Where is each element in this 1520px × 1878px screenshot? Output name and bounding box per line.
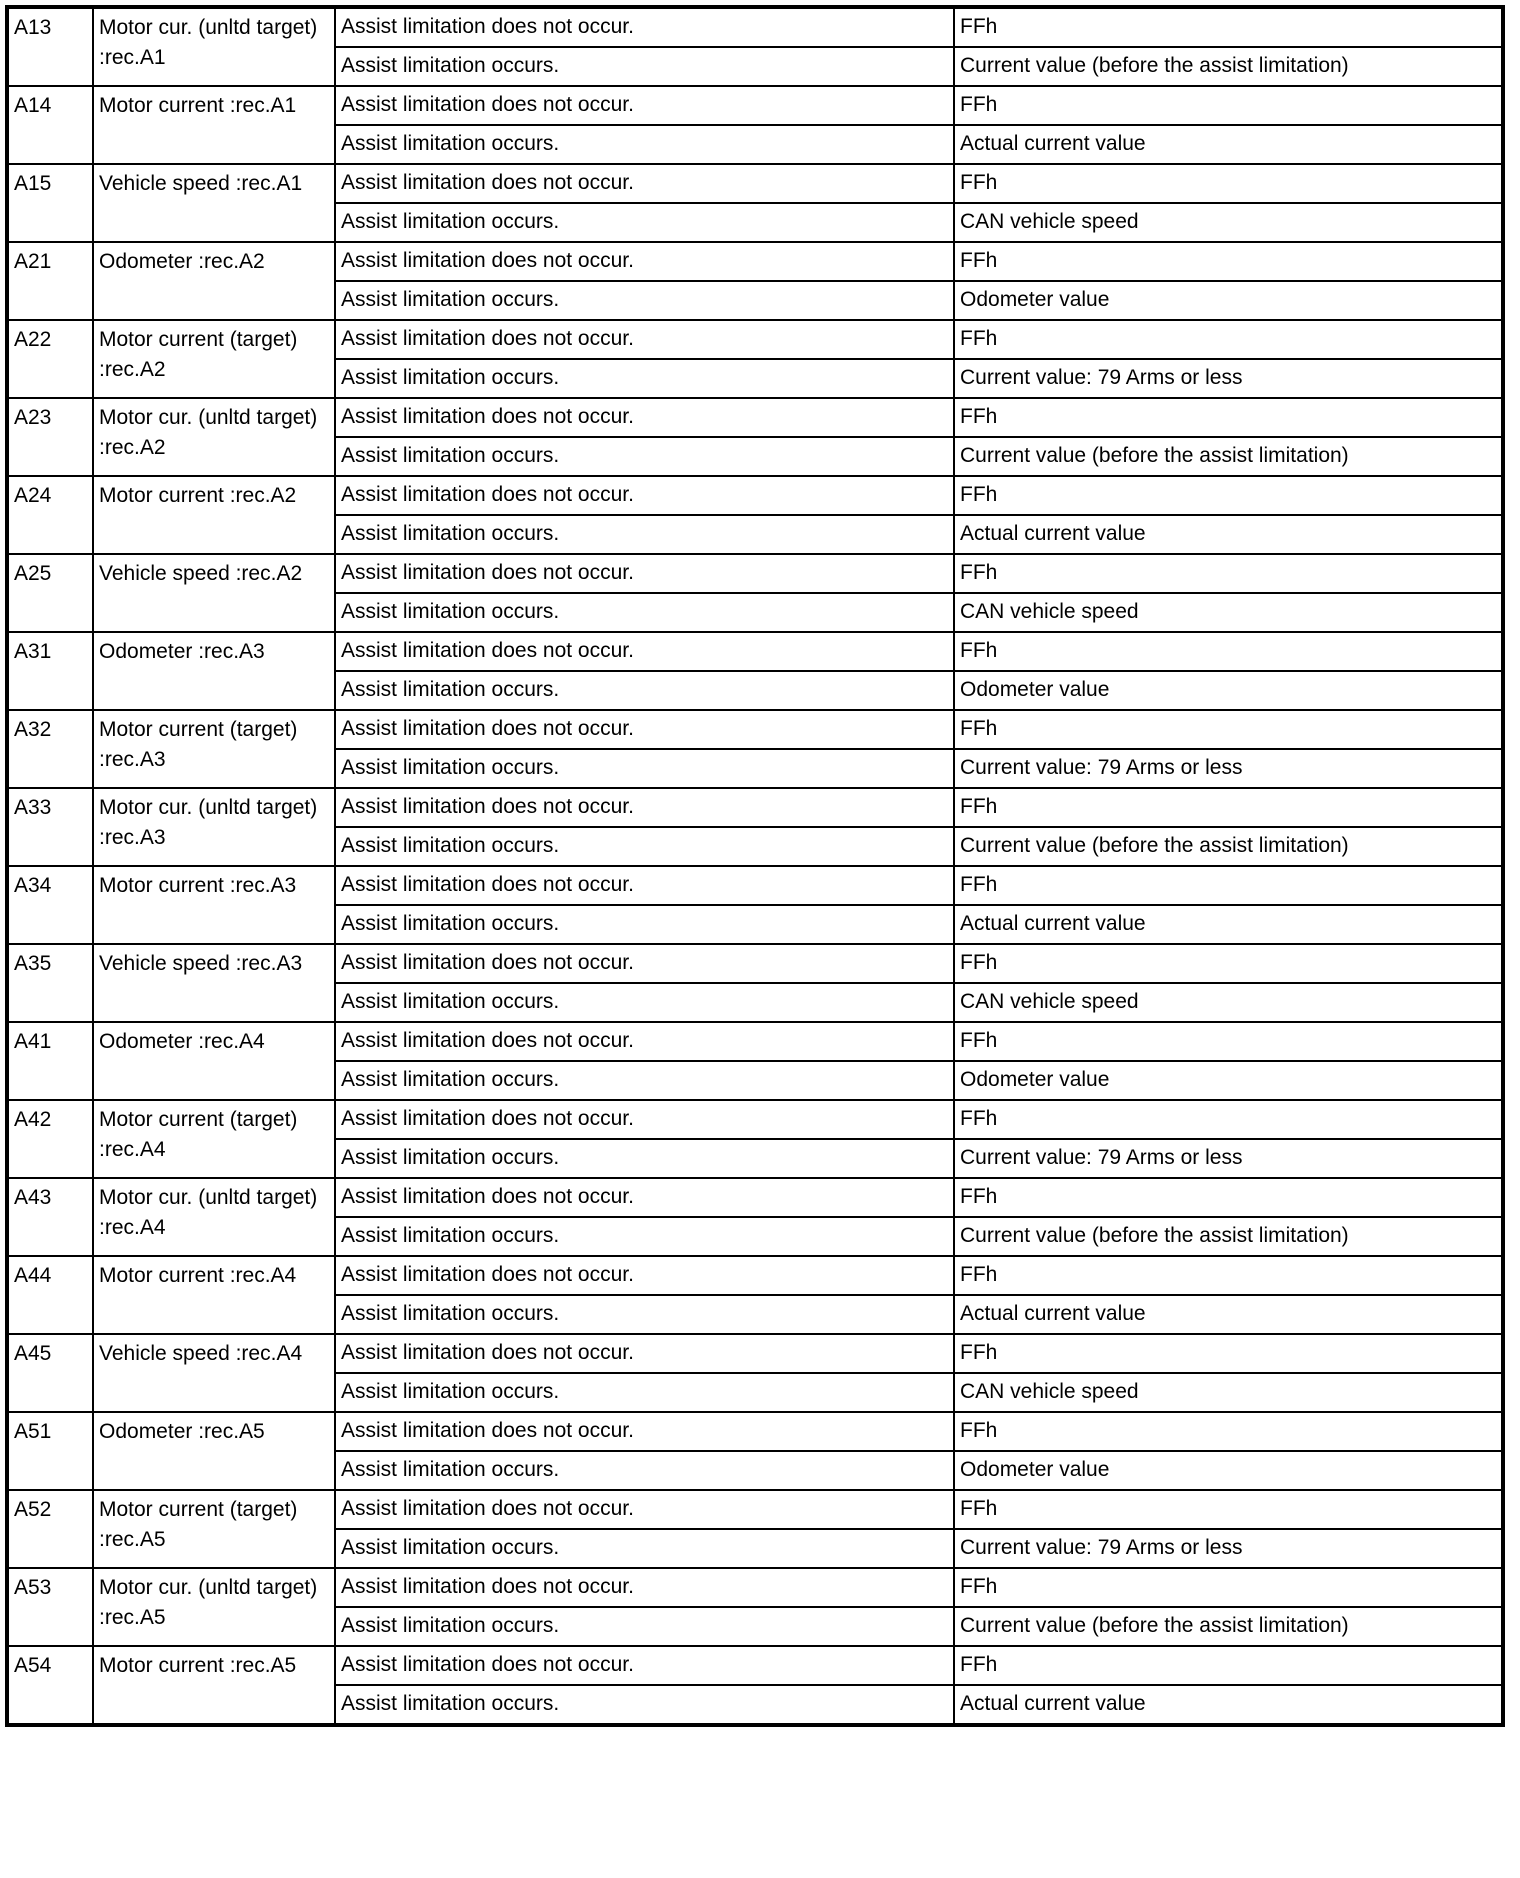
value-cell: Current value (before the assist limitation)	[954, 1217, 1503, 1256]
condition-cell: Assist limitation occurs.	[335, 515, 954, 554]
condition-cell: Assist limitation occurs.	[335, 1451, 954, 1490]
condition-cell: Assist limitation does not occur.	[335, 1646, 954, 1685]
table-row	[7, 1334, 1503, 1373]
condition-cell: Assist limitation occurs.	[335, 1529, 954, 1568]
value-cell: Actual current value	[954, 1295, 1503, 1334]
value-cell: Actual current value	[954, 905, 1503, 944]
item-code-cell: A44	[7, 1256, 93, 1334]
condition-cell: Assist limitation does not occur.	[335, 710, 954, 749]
condition-cell: Assist limitation does not occur.	[335, 7, 954, 47]
table-row	[7, 1022, 1503, 1061]
item-code-cell: A24	[7, 476, 93, 554]
condition-cell: Assist limitation does not occur.	[335, 398, 954, 437]
item-name-cell: Motor current (target) :rec.A4	[93, 1100, 335, 1178]
item-code-cell: A35	[7, 944, 93, 1022]
item-name-cell: Motor cur. (unltd target) :rec.A3	[93, 788, 335, 866]
condition-cell: Assist limitation occurs.	[335, 593, 954, 632]
item-code-cell: A33	[7, 788, 93, 866]
value-cell: Current value: 79 Arms or less	[954, 749, 1503, 788]
item-code-cell: A45	[7, 1334, 93, 1412]
condition-cell: Assist limitation does not occur.	[335, 1568, 954, 1607]
condition-cell: Assist limitation occurs.	[335, 1061, 954, 1100]
item-name-cell: Odometer :rec.A2	[93, 242, 335, 320]
condition-cell: Assist limitation does not occur.	[335, 164, 954, 203]
value-cell: Actual current value	[954, 125, 1503, 164]
item-code-cell: A22	[7, 320, 93, 398]
value-cell: CAN vehicle speed	[954, 203, 1503, 242]
value-cell: CAN vehicle speed	[954, 1373, 1503, 1412]
value-cell: FFh	[954, 1022, 1503, 1061]
item-code-cell: A32	[7, 710, 93, 788]
table-row	[7, 1100, 1503, 1139]
condition-cell: Assist limitation occurs.	[335, 827, 954, 866]
item-name-cell: Motor current (target) :rec.A3	[93, 710, 335, 788]
table-row	[7, 710, 1503, 749]
value-cell: FFh	[954, 1646, 1503, 1685]
value-cell: Current value (before the assist limitation)	[954, 1607, 1503, 1646]
item-code-cell: A34	[7, 866, 93, 944]
condition-cell: Assist limitation occurs.	[335, 671, 954, 710]
condition-cell: Assist limitation occurs.	[335, 47, 954, 86]
condition-cell: Assist limitation does not occur.	[335, 320, 954, 359]
table-row	[7, 398, 1503, 437]
item-name-cell: Motor cur. (unltd target) :rec.A1	[93, 7, 335, 86]
item-code-cell: A54	[7, 1646, 93, 1725]
value-cell: FFh	[954, 1568, 1503, 1607]
value-cell: Current value: 79 Arms or less	[954, 1139, 1503, 1178]
table-row	[7, 1412, 1503, 1451]
table-row	[7, 242, 1503, 281]
value-cell: FFh	[954, 632, 1503, 671]
table-row	[7, 1568, 1503, 1607]
item-name-cell: Motor current :rec.A3	[93, 866, 335, 944]
condition-cell: Assist limitation does not occur.	[335, 632, 954, 671]
table-row	[7, 86, 1503, 125]
condition-cell: Assist limitation occurs.	[335, 1217, 954, 1256]
item-code-cell: A15	[7, 164, 93, 242]
value-cell: CAN vehicle speed	[954, 983, 1503, 1022]
item-code-cell: A51	[7, 1412, 93, 1490]
condition-cell: Assist limitation does not occur.	[335, 944, 954, 983]
item-name-cell: Odometer :rec.A3	[93, 632, 335, 710]
condition-cell: Assist limitation occurs.	[335, 905, 954, 944]
item-name-cell: Odometer :rec.A5	[93, 1412, 335, 1490]
value-cell: FFh	[954, 1490, 1503, 1529]
value-cell: FFh	[954, 866, 1503, 905]
item-name-cell: Motor current :rec.A4	[93, 1256, 335, 1334]
value-cell: Odometer value	[954, 1061, 1503, 1100]
value-cell: Odometer value	[954, 671, 1503, 710]
item-code-cell: A52	[7, 1490, 93, 1568]
value-cell: FFh	[954, 1256, 1503, 1295]
condition-cell: Assist limitation occurs.	[335, 359, 954, 398]
item-code-cell: A42	[7, 1100, 93, 1178]
condition-cell: Assist limitation occurs.	[335, 1607, 954, 1646]
table-body	[7, 7, 1503, 1725]
condition-cell: Assist limitation does not occur.	[335, 1334, 954, 1373]
value-cell: FFh	[954, 476, 1503, 515]
table-row	[7, 944, 1503, 983]
condition-cell: Assist limitation does not occur.	[335, 1100, 954, 1139]
value-cell: FFh	[954, 242, 1503, 281]
condition-cell: Assist limitation does not occur.	[335, 1490, 954, 1529]
table-row	[7, 1178, 1503, 1217]
value-cell: FFh	[954, 398, 1503, 437]
item-code-cell: A14	[7, 86, 93, 164]
condition-cell: Assist limitation does not occur.	[335, 866, 954, 905]
data-record-table	[5, 5, 1505, 1727]
value-cell: Actual current value	[954, 515, 1503, 554]
item-code-cell: A13	[7, 7, 93, 86]
value-cell: Odometer value	[954, 1451, 1503, 1490]
table-row	[7, 632, 1503, 671]
value-cell: Actual current value	[954, 1685, 1503, 1725]
table-row	[7, 788, 1503, 827]
value-cell: FFh	[954, 1100, 1503, 1139]
condition-cell: Assist limitation does not occur.	[335, 1256, 954, 1295]
item-name-cell: Motor cur. (unltd target) :rec.A2	[93, 398, 335, 476]
value-cell: FFh	[954, 164, 1503, 203]
item-name-cell: Motor cur. (unltd target) :rec.A4	[93, 1178, 335, 1256]
condition-cell: Assist limitation does not occur.	[335, 1022, 954, 1061]
value-cell: Current value: 79 Arms or less	[954, 1529, 1503, 1568]
item-code-cell: A41	[7, 1022, 93, 1100]
value-cell: FFh	[954, 1178, 1503, 1217]
table-row	[7, 1256, 1503, 1295]
condition-cell: Assist limitation occurs.	[335, 1685, 954, 1725]
item-name-cell: Vehicle speed :rec.A3	[93, 944, 335, 1022]
table-row	[7, 866, 1503, 905]
value-cell: Current value (before the assist limitation)	[954, 47, 1503, 86]
condition-cell: Assist limitation occurs.	[335, 983, 954, 1022]
condition-cell: Assist limitation does not occur.	[335, 86, 954, 125]
item-name-cell: Motor current (target) :rec.A2	[93, 320, 335, 398]
item-name-cell: Motor current :rec.A5	[93, 1646, 335, 1725]
condition-cell: Assist limitation does not occur.	[335, 554, 954, 593]
condition-cell: Assist limitation occurs.	[335, 125, 954, 164]
condition-cell: Assist limitation occurs.	[335, 281, 954, 320]
item-code-cell: A53	[7, 1568, 93, 1646]
condition-cell: Assist limitation occurs.	[335, 1295, 954, 1334]
item-code-cell: A21	[7, 242, 93, 320]
table-row	[7, 476, 1503, 515]
value-cell: Current value (before the assist limitation)	[954, 437, 1503, 476]
table-row	[7, 320, 1503, 359]
value-cell: Current value (before the assist limitation)	[954, 827, 1503, 866]
value-cell: FFh	[954, 554, 1503, 593]
table-row	[7, 164, 1503, 203]
table-row	[7, 1646, 1503, 1685]
condition-cell: Assist limitation does not occur.	[335, 476, 954, 515]
condition-cell: Assist limitation does not occur.	[335, 1178, 954, 1217]
item-name-cell: Vehicle speed :rec.A4	[93, 1334, 335, 1412]
condition-cell: Assist limitation does not occur.	[335, 242, 954, 281]
condition-cell: Assist limitation occurs.	[335, 437, 954, 476]
value-cell: FFh	[954, 1334, 1503, 1373]
value-cell: FFh	[954, 86, 1503, 125]
item-name-cell: Motor current :rec.A1	[93, 86, 335, 164]
condition-cell: Assist limitation does not occur.	[335, 788, 954, 827]
value-cell: FFh	[954, 7, 1503, 47]
table-row	[7, 554, 1503, 593]
value-cell: CAN vehicle speed	[954, 593, 1503, 632]
item-code-cell: A23	[7, 398, 93, 476]
value-cell: Odometer value	[954, 281, 1503, 320]
item-name-cell: Motor current :rec.A2	[93, 476, 335, 554]
condition-cell: Assist limitation occurs.	[335, 749, 954, 788]
item-name-cell: Vehicle speed :rec.A2	[93, 554, 335, 632]
item-name-cell: Odometer :rec.A4	[93, 1022, 335, 1100]
table-row	[7, 1490, 1503, 1529]
value-cell: FFh	[954, 944, 1503, 983]
condition-cell: Assist limitation occurs.	[335, 1373, 954, 1412]
value-cell: FFh	[954, 710, 1503, 749]
condition-cell: Assist limitation occurs.	[335, 1139, 954, 1178]
item-name-cell: Motor current (target) :rec.A5	[93, 1490, 335, 1568]
item-code-cell: A31	[7, 632, 93, 710]
condition-cell: Assist limitation occurs.	[335, 203, 954, 242]
value-cell: Current value: 79 Arms or less	[954, 359, 1503, 398]
item-code-cell: A25	[7, 554, 93, 632]
item-name-cell: Vehicle speed :rec.A1	[93, 164, 335, 242]
value-cell: FFh	[954, 1412, 1503, 1451]
item-code-cell: A43	[7, 1178, 93, 1256]
value-cell: FFh	[954, 788, 1503, 827]
value-cell: FFh	[954, 320, 1503, 359]
item-name-cell: Motor cur. (unltd target) :rec.A5	[93, 1568, 335, 1646]
table-row	[7, 7, 1503, 47]
condition-cell: Assist limitation does not occur.	[335, 1412, 954, 1451]
